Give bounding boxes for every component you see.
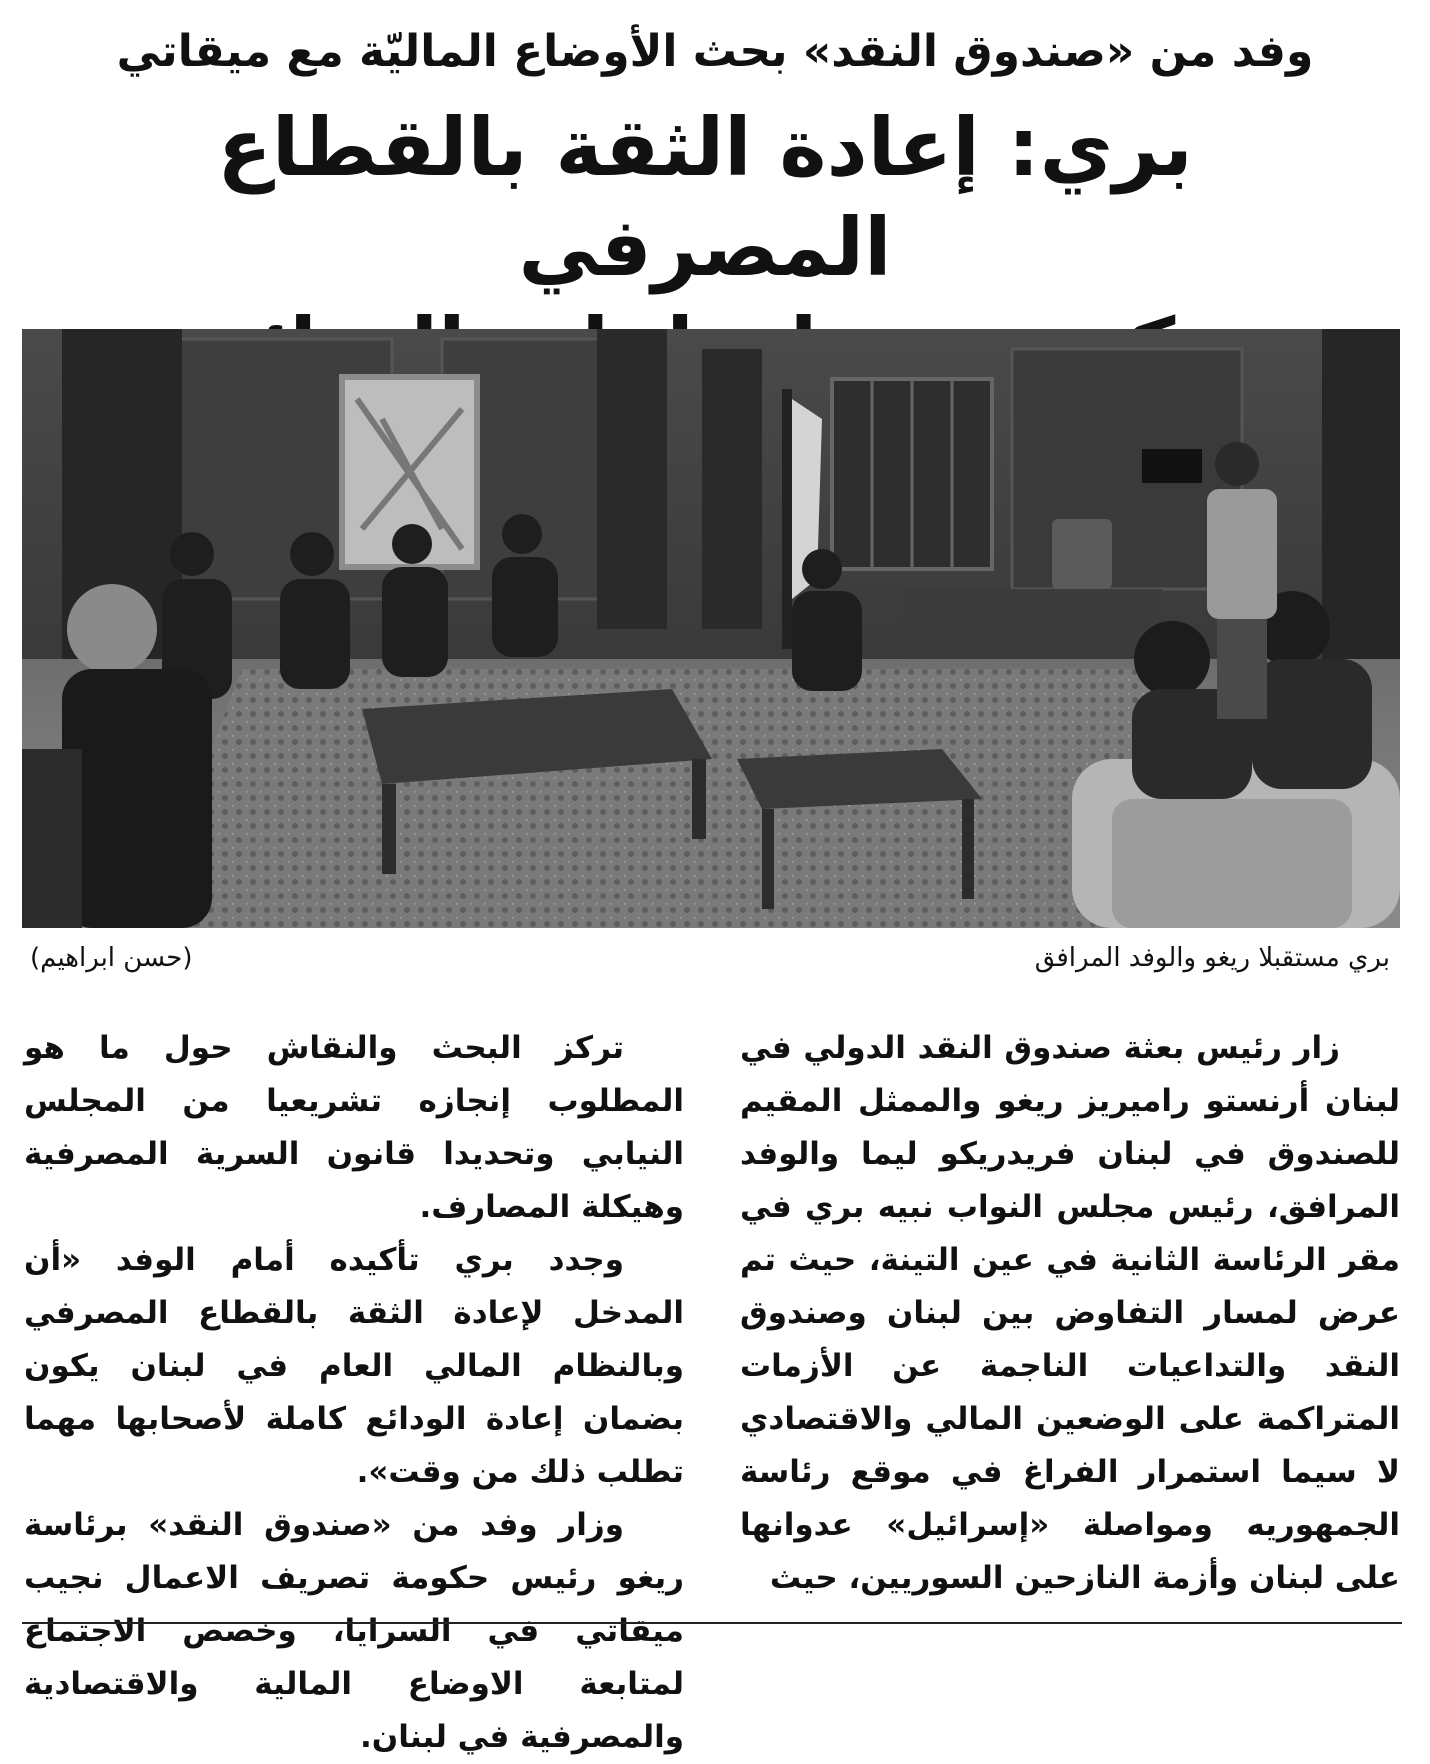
bottom-divider	[22, 1622, 1402, 1624]
article-column-right	[740, 1022, 1400, 1605]
article-column-left	[24, 1022, 684, 1764]
paragraph: زار رئيس بعثة صندوق النقد الدولي في لبنان أرنستو راميريز ريغو والممثل المقيم للصندوق في لبنان فريدريكو ليما والوفد المرافق، رئيس مجلس النواب نبيه بري في مقر الرئاسة الثانية في عين التينة، حيث تم عرض لمسار التفاوض بين لبنان وصندوق النقد والتداعيات الناجمة عن الأزمات المتراكمة على الوضعين المالي والاقتصادي لا سيما استمرار الفراغ في موقع رئاسة الجمهوريه ومواصلة «إسرائيل» عدوانها على لبنان وأزمة النازحين السوريين، حيث	[740, 1030, 1400, 1596]
article-photo	[22, 329, 1400, 928]
headline-line-1: بري: إعادة الثقة بالقطاع المصرفي	[217, 101, 1193, 294]
paragraph: تركز البحث والنقاش حول ما هو المطلوب إنجازه تشريعيا من المجلس النيابي وتحديدا قانون السرية المصرفية وهيكلة المصارف.	[24, 1030, 684, 1225]
kicker-headline: وفد من «صندوق النقد» بحث الأوضاع الماليّة مع ميقاتي	[116, 26, 1314, 77]
paragraph: وجدد بري تأكيده أمام الوفد «أن المدخل لإعادة الثقة بالقطاع المصرفي وبالنظام المالي العام في لبنان يكون بضمان إعادة الودائع كاملة لأصحابها مهما تطلب ذلك من وقت».	[24, 1242, 684, 1490]
meeting-room-photo-illustration	[22, 329, 1400, 928]
photo-credit: (حسن ابراهيم)	[30, 943, 193, 973]
photo-caption: بري مستقبلا ريغو والوفد المرافق	[1034, 943, 1390, 973]
paragraph: وزار وفد من «صندوق النقد» برئاسة ريغو رئيس حكومة تصريف الاعمال نجيب ميقاتي في السرايا، وخصص الاجتماع لمتابعة الاوضاع المالية والاقتصادية والمصرفية في لبنان.	[24, 1507, 684, 1755]
